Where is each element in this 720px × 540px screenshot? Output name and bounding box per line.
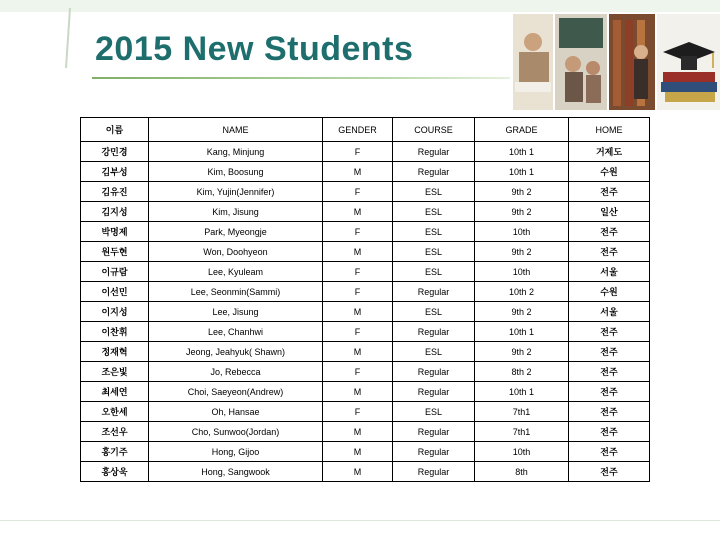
- grade-cell: 10th: [475, 442, 569, 462]
- name-cell: Lee, Jisung: [149, 302, 323, 322]
- home-cell: 전주: [569, 422, 650, 442]
- grade-cell: 10th 2: [475, 282, 569, 302]
- korean-name-cell: 홍상욱: [81, 462, 149, 482]
- name-cell: Kim, Boosung: [149, 162, 323, 182]
- course-cell: Regular: [393, 422, 475, 442]
- korean-name-cell: 이찬휘: [81, 322, 149, 342]
- header-course: COURSE: [393, 118, 475, 142]
- table-row: [81, 462, 650, 482]
- korean-name-cell: 원두현: [81, 242, 149, 262]
- gender-cell: M: [323, 242, 393, 262]
- name-cell: Won, Doohyeon: [149, 242, 323, 262]
- name-cell: Jo, Rebecca: [149, 362, 323, 382]
- grade-cell: 9th 2: [475, 202, 569, 222]
- course-cell: ESL: [393, 222, 475, 242]
- home-cell: 전주: [569, 382, 650, 402]
- korean-name-cell: 이지성: [81, 302, 149, 322]
- name-cell: Lee, Seonmin(Sammi): [149, 282, 323, 302]
- gender-cell: F: [323, 222, 393, 242]
- footer-divider: [0, 520, 720, 521]
- gender-cell: M: [323, 442, 393, 462]
- course-cell: Regular: [393, 382, 475, 402]
- grade-cell: 7th1: [475, 402, 569, 422]
- course-cell: Regular: [393, 282, 475, 302]
- gender-cell: F: [323, 182, 393, 202]
- home-cell: 전주: [569, 442, 650, 462]
- home-cell: 전주: [569, 222, 650, 242]
- home-cell: 서울: [569, 262, 650, 282]
- table-row: [81, 422, 650, 442]
- name-cell: Kang, Minjung: [149, 142, 323, 162]
- home-cell: 전주: [569, 402, 650, 422]
- korean-name-cell: 홍기주: [81, 442, 149, 462]
- home-cell: 전주: [569, 242, 650, 262]
- grade-cell: 10th: [475, 222, 569, 242]
- gender-cell: F: [323, 282, 393, 302]
- course-cell: Regular: [393, 162, 475, 182]
- table-row: [81, 382, 650, 402]
- name-cell: Kim, Yujin(Jennifer): [149, 182, 323, 202]
- table-row: [81, 142, 650, 162]
- title-accent-decor: [60, 8, 74, 68]
- gender-cell: M: [323, 422, 393, 442]
- korean-name-cell: 이규람: [81, 262, 149, 282]
- gender-cell: M: [323, 462, 393, 482]
- home-cell: 수원: [569, 282, 650, 302]
- gender-cell: M: [323, 202, 393, 222]
- top-decor-bar: [0, 0, 720, 12]
- course-cell: Regular: [393, 362, 475, 382]
- gender-cell: M: [323, 342, 393, 362]
- course-cell: ESL: [393, 202, 475, 222]
- table-row: [81, 302, 650, 322]
- korean-name-cell: 조은빛: [81, 362, 149, 382]
- korean-name-cell: 박명제: [81, 222, 149, 242]
- table-row: [81, 222, 650, 242]
- grade-cell: 7th1: [475, 422, 569, 442]
- gender-cell: F: [323, 322, 393, 342]
- home-cell: 일산: [569, 202, 650, 222]
- grade-cell: 10th 1: [475, 142, 569, 162]
- home-cell: 거제도: [569, 142, 650, 162]
- course-cell: Regular: [393, 322, 475, 342]
- home-cell: 전주: [569, 362, 650, 382]
- table-row: [81, 202, 650, 222]
- table-row: [81, 322, 650, 342]
- name-cell: Jeong, Jeahyuk( Shawn): [149, 342, 323, 362]
- table-row: [81, 362, 650, 382]
- korean-name-cell: 조선우: [81, 422, 149, 442]
- korean-name-cell: 김유진: [81, 182, 149, 202]
- grade-cell: 10th 1: [475, 162, 569, 182]
- home-cell: 전주: [569, 342, 650, 362]
- slide-title: 2015 New Students: [95, 30, 414, 68]
- name-cell: Lee, Kyuleam: [149, 262, 323, 282]
- name-cell: Oh, Hansae: [149, 402, 323, 422]
- korean-name-cell: 강민경: [81, 142, 149, 162]
- grade-cell: 10th 1: [475, 382, 569, 402]
- gender-cell: M: [323, 162, 393, 182]
- table-row: [81, 342, 650, 362]
- korean-name-cell: 최세연: [81, 382, 149, 402]
- name-cell: Choi, Saeyeon(Andrew): [149, 382, 323, 402]
- home-cell: 수원: [569, 162, 650, 182]
- home-cell: 서울: [569, 302, 650, 322]
- home-cell: 전주: [569, 462, 650, 482]
- grade-cell: 8th 2: [475, 362, 569, 382]
- table-row: [81, 282, 650, 302]
- table-header-row: [81, 118, 650, 142]
- course-cell: ESL: [393, 302, 475, 322]
- gender-cell: F: [323, 402, 393, 422]
- course-cell: ESL: [393, 182, 475, 202]
- grade-cell: 9th 2: [475, 342, 569, 362]
- name-cell: Cho, Sunwoo(Jordan): [149, 422, 323, 442]
- home-cell: 전주: [569, 322, 650, 342]
- name-cell: Park, Myeongje: [149, 222, 323, 242]
- course-cell: ESL: [393, 242, 475, 262]
- table-row: [81, 182, 650, 202]
- korean-name-cell: 김지성: [81, 202, 149, 222]
- title-underline: [92, 76, 510, 80]
- name-cell: Hong, Gijoo: [149, 442, 323, 462]
- name-cell: Kim, Jisung: [149, 202, 323, 222]
- korean-name-cell: 이선민: [81, 282, 149, 302]
- course-cell: ESL: [393, 262, 475, 282]
- grade-cell: 9th 2: [475, 302, 569, 322]
- course-cell: Regular: [393, 142, 475, 162]
- name-cell: Hong, Sangwook: [149, 462, 323, 482]
- header-photo-collage: [513, 12, 720, 114]
- table-row: [81, 402, 650, 422]
- korean-name-cell: 김부성: [81, 162, 149, 182]
- gender-cell: F: [323, 262, 393, 282]
- grade-cell: 10th 1: [475, 322, 569, 342]
- table-row: [81, 242, 650, 262]
- korean-name-cell: 오한세: [81, 402, 149, 422]
- table-body: [81, 142, 650, 482]
- header-name: NAME: [149, 118, 323, 142]
- gender-cell: F: [323, 142, 393, 162]
- korean-name-cell: 정재혁: [81, 342, 149, 362]
- home-cell: 전주: [569, 182, 650, 202]
- gender-cell: M: [323, 302, 393, 322]
- header-korean-name: 이름: [81, 118, 149, 142]
- student-roster-table: [80, 117, 650, 482]
- grade-cell: 9th 2: [475, 242, 569, 262]
- course-cell: Regular: [393, 442, 475, 462]
- course-cell: ESL: [393, 402, 475, 422]
- header-gender: GENDER: [323, 118, 393, 142]
- gender-cell: F: [323, 362, 393, 382]
- grade-cell: 10th: [475, 262, 569, 282]
- grade-cell: 9th 2: [475, 182, 569, 202]
- header-grade: GRADE: [475, 118, 569, 142]
- table-row: [81, 162, 650, 182]
- table-row: [81, 442, 650, 462]
- course-cell: ESL: [393, 342, 475, 362]
- table-row: [81, 262, 650, 282]
- name-cell: Lee, Chanhwi: [149, 322, 323, 342]
- grade-cell: 8th: [475, 462, 569, 482]
- gender-cell: M: [323, 382, 393, 402]
- header-home: HOME: [569, 118, 650, 142]
- course-cell: Regular: [393, 462, 475, 482]
